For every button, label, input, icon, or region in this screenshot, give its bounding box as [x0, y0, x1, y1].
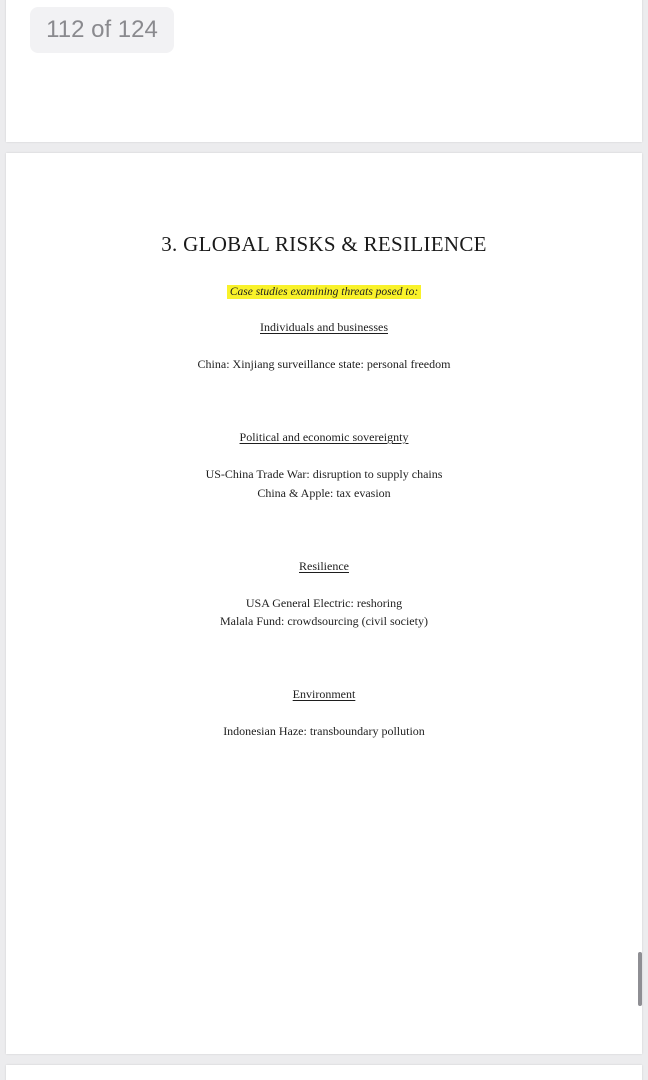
- case-study-item: USA General Electric: reshoring: [245, 596, 403, 610]
- page-title: 3. GLOBAL RISKS & RESILIENCE: [161, 232, 487, 256]
- highlighted-subtitle: Case studies examining threats posed to:: [227, 285, 421, 299]
- subtitle-line: [6, 286, 642, 298]
- section-heading-environment: Environment: [292, 687, 356, 701]
- case-study-item: Indonesian Haze: transboundary pollution: [223, 724, 425, 738]
- case-study-item: Malala Fund: crowdsourcing (civil society): [220, 614, 428, 628]
- case-study-item: US-China Trade War: disruption to supply chains: [205, 467, 443, 481]
- current-page: [6, 153, 642, 1054]
- page-counter: 112 of 124: [30, 7, 174, 53]
- scrollbar-thumb[interactable]: [638, 952, 642, 1006]
- case-study-item: China & Apple: tax evasion: [257, 486, 391, 500]
- section-heading-sovereignty: Political and economic sovereignty: [239, 430, 409, 444]
- section-heading-individuals: Individuals and businesses: [260, 320, 388, 334]
- case-study-item: China: Xinjiang surveillance state: personal freedom: [197, 357, 451, 371]
- section-heading-resilience: Resilience: [299, 559, 349, 573]
- next-page: [6, 1065, 642, 1080]
